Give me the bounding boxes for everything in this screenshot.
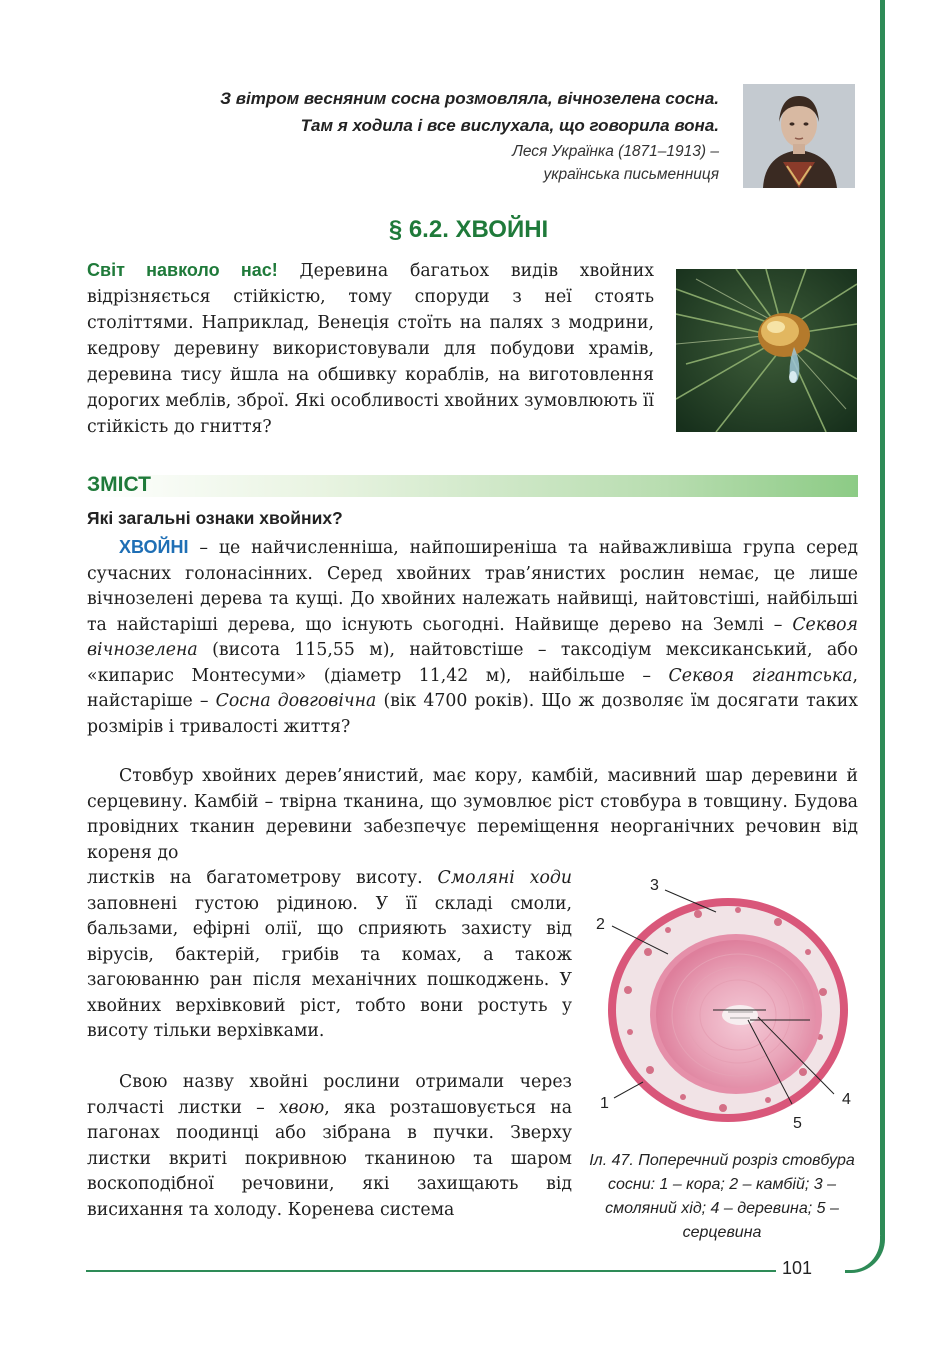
page-number: 101 [782,1258,813,1278]
paragraph-1-text: (висота 115,55 м), найтовстіше – таксодіум мексиканський, або «кипарис Монтесуми» (діаметр 11,42 м), найбільше – [87,640,858,686]
epigraph-author: Леся Українка (1871–1913) – [512,143,719,160]
subheading: Які загальні ознаки хвойних? [87,508,343,528]
paragraph-3 [87,866,572,1045]
pine-stem-cross-section [588,872,858,1137]
intro-paragraph [87,257,654,440]
fig-label-1: 1 [600,1095,609,1112]
term-needles: хвою [278,1097,325,1118]
paragraph-1-text: – це найчисленніша, найпоширеніша та найважливіша група серед сучасних голонасінних. Серед хвойних трав’янистих рослин немає, це лише вічнозелені дерева та кущі. До хвойних належать найвищі, найтовстіші, найбільші та найстаріші дерева, що існують сьогодні. Найвище дерево на Землі – [87,538,858,635]
page-frame-bottom [86,1270,776,1272]
epigraph-line-2: Там я ходила і все вислухала, що говорила вона. [300,116,719,135]
species-sequoia-giant: Секвоя гігантська [668,665,853,686]
paragraph-3-text: листків на багатометрову висоту. [87,868,438,888]
species-bristlecone-pine: Сосна довговічна [215,691,377,711]
pine-resin-photo [676,269,857,432]
epigraph-line-1: З вітром весняним сосна розмовляла, вічнозелена сосна. [220,89,719,108]
figure-caption: Іл. 47. Поперечний розріз стовбура сосни: 1 – кора; 2 – камбій; 3 – смоляний хід; 4 – деревина; 5 – серцевина [589,1152,855,1241]
term-conifers: ХВОЙНІ [119,537,189,557]
paragraph-1 [87,535,858,740]
intro-lead: Світ навколо нас! [87,260,278,280]
epigraph-author-role: українська письменниця [543,166,719,183]
section-title: § 6.2. ХВОЙНІ [388,216,549,243]
species-sequoia-sempervirens: Секвоя вічнозелена [87,614,858,660]
paragraph-1-text: , найстаріше – [87,665,859,711]
fig-label-2: 2 [596,916,605,933]
paragraph-1-text: (вік 4700 років). Що ж дозволяє їм досягати таких розмірів і тривалості життя? [87,691,859,737]
paragraph-4 [87,1070,572,1223]
fig-label-4: 4 [842,1091,851,1108]
paragraph-3-text: заповнені густою рідиною. У її складі смоли, бальзами, ефірні олії, що сприяють захисту від вірусів, бактерій, грибів та комах, а також загоюванню ран після механічних пошкоджень. У хвойних верхівковий ріст, тобто вони ростуть у висоту тільки верхівками. [87,893,572,1041]
intro-text: Деревина багатьох видів хвойних відрізняється стійкістю, тому споруди з неї стоять століттями. Наприклад, Венеція стоїть на палях з модрини, кедрову деревину використовували для побудови храмів, деревина тису йшла на обшивку кораблів, на виготовлення дорогих меблів, зброї. Які особливості хвойних зумовлюють її стійкість до гниття? [87,261,654,437]
page-frame-right [880,0,885,1240]
paragraph-4-text: , яка розташовується на пагонах поодинці або зібрана в пучки. Зверху листки вкриті покривною тканиною та шаром воскоподібної речовини, які захищають від висихання та холоду. Коренева система [87,1097,573,1220]
paragraph-4-text: Свою назву хвойні рослини отримали через голчасті листки – [87,1072,572,1118]
paragraph-2: Стовбур хвойних дерев’янистий, має кору, камбій, масивний шар деревини й серцевину. Камбій – твірна тканина, що зумовлює ріст стовбура в товщину. Будова провідних тканин деревини забезпечує переміщення неорганічних речовин від кореня до [87,766,858,863]
content-heading: ЗМІСТ [87,473,151,496]
author-portrait [743,84,855,188]
term-resin-ducts: Смоляні ходи [437,868,572,888]
content-heading-bar [86,475,858,497]
epigraph [159,85,719,185]
fig-label-5: 5 [793,1115,802,1132]
fig-label-3: 3 [650,877,659,894]
